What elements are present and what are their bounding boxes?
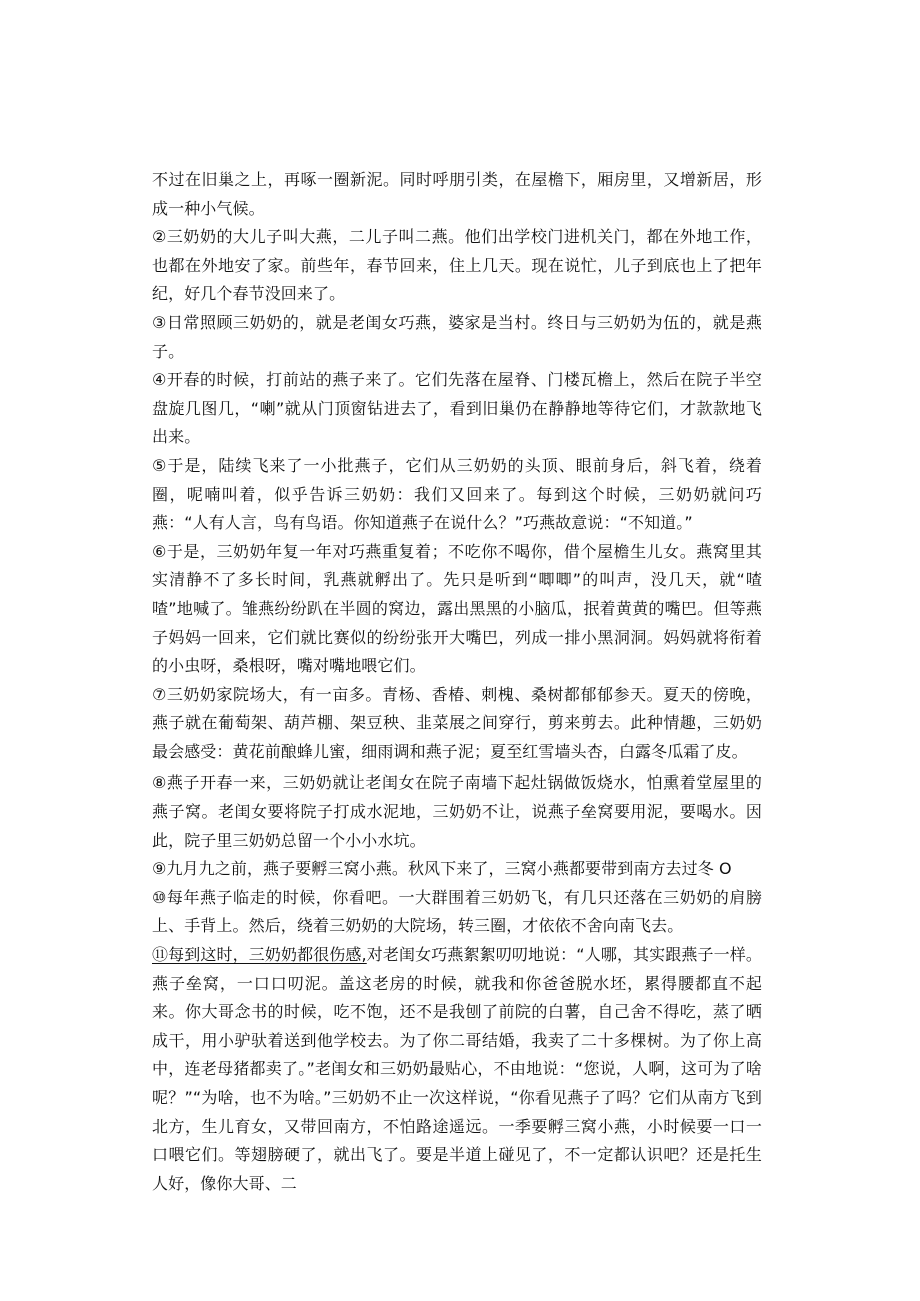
paragraph-5: ⑤于是，陆续飞来了一小批燕子，它们从三奶奶的头顶、眼前身后，斜飞着，绕着圈，呢喃叫着，似乎告诉三奶奶：我们又回来了。每到这个时候，三奶奶就问巧燕：“人有人言，鸟有鸟语。你知道燕子在说什么？”巧燕故意说：“不知道。” <box>152 455 762 533</box>
document-page <box>152 166 762 1198</box>
paragraph-4: ④开春的时候，打前站的燕子来了。它们先落在屋脊、门楼瓦檐上，然后在院子半空盘旋几图几，“喇”就从门顶窗钻进去了，看到旧巢仍在静静地等待它们，才款款地飞出来。 <box>152 370 762 447</box>
paragraph-1: 不过在旧巢之上，再啄一圈新泥。同时呼朋引类，在屋檐下，厢房里，又增新居，形成一种小气候。 <box>152 170 762 218</box>
paragraph-11 <box>152 941 762 1198</box>
paragraph-9: ⑨九月九之前，燕子要孵三窝小燕。秋风下来了，三窝小燕都要带到南方去过冬 O <box>152 859 732 879</box>
paragraph-2: ②三奶奶的大儿子叫大燕，二儿子叫二燕。他们出学校门进机关门，都在外地工作，也都在外地安了家。前些年，春节回来，住上几天。现在说忙，儿子到底也上了把年纪，好几个春节没回来了。 <box>152 227 762 304</box>
paragraph-6: ⑥于是，三奶奶年复一年对巧燕重复着；不吃你不喝你，借个屋檐生儿女。燕窝里其实清静不了多长时间，乳燕就孵出了。先只是听到“唧唧”的叫声，没几天，就“喳喳”地喊了。雏燕纷纷趴在半圆的窝边，露出黑黑的小脑瓜，抿着黄黄的嘴巴。但等燕子妈妈一回来，它们就比赛似的纷纷张开大嘴巴，列成一排小黑洞洞。妈妈就将衔着的小虫呀，桑根呀，嘴对嘴地喂它们。 <box>152 541 762 676</box>
paragraph-7: ⑦三奶奶家院场大，有一亩多。青杨、香椿、刺槐、桑树都郁郁参天。夏天的傍晚，燕子就在葡萄架、葫芦棚、架豆秧、韭菜展之间穿行，剪来剪去。此种情趣，三奶奶最会感受：黄花前酿蜂儿蜜，细雨调和燕子泥；夏至红雪墙头杏，白露冬瓜霜了皮。 <box>152 684 762 761</box>
paragraph-3: ③日常照顾三奶奶的，就是老闺女巧燕，婆家是当村。终日与三奶奶为伍的，就是燕子。 <box>152 312 762 361</box>
paragraph-10: ⑩每年燕子临走的时候，你看吧。一大群围着三奶奶飞，有几只还落在三奶奶的肩膀上、手背上。然后，绕着三奶奶的大院场，转三圈，才依依不舍向南飞去。 <box>152 887 762 936</box>
paragraph-11-text: 对老闺女巧燕絮絮叨叨地说：“人哪，其实跟燕子一样。燕子垒窝，一口口叨泥。盖这老房的时候，就我和你爸爸脱水坯，累得腰都直不起来。你大哥念书的时候，吃不饱，还不是我刨了前院的白薯，自己舍不得吃，蒸了晒成干，用小驴驮着送到他学校去。为了你二哥结婚，我卖了二十多棵树。为了你上高中，连老母猪都卖了。”老闺女和三奶奶最贴心，不由地说：“您说，人啊，这可为了啥呢？”“为啥，也不为啥。”三奶奶不止一次这样说，“你看见燕子了吗？它们从南方飞到北方，生儿育女，又带回南方，不怕路途遥远。一季要孵三窝小燕，小时候要一口一口喂它们。等翅膀硬了，就出飞了。要是半道上碰见了，不一定都认识吧？还是托生人好，像你大哥、二 <box>152 945 762 1193</box>
underlined-phrase: ⑪每到这时，三奶奶都很伤感, <box>152 945 367 965</box>
paragraph-8: ⑧燕子开春一来，三奶奶就让老闺女在院子南墙下起灶锅做饭烧水，怕熏着堂屋里的燕子窝。老闺女要将院子打成水泥地，三奶奶不让，说燕子垒窝要用泥，要喝水。因此，院子里三奶奶总留一个小小水坑。 <box>152 773 762 850</box>
